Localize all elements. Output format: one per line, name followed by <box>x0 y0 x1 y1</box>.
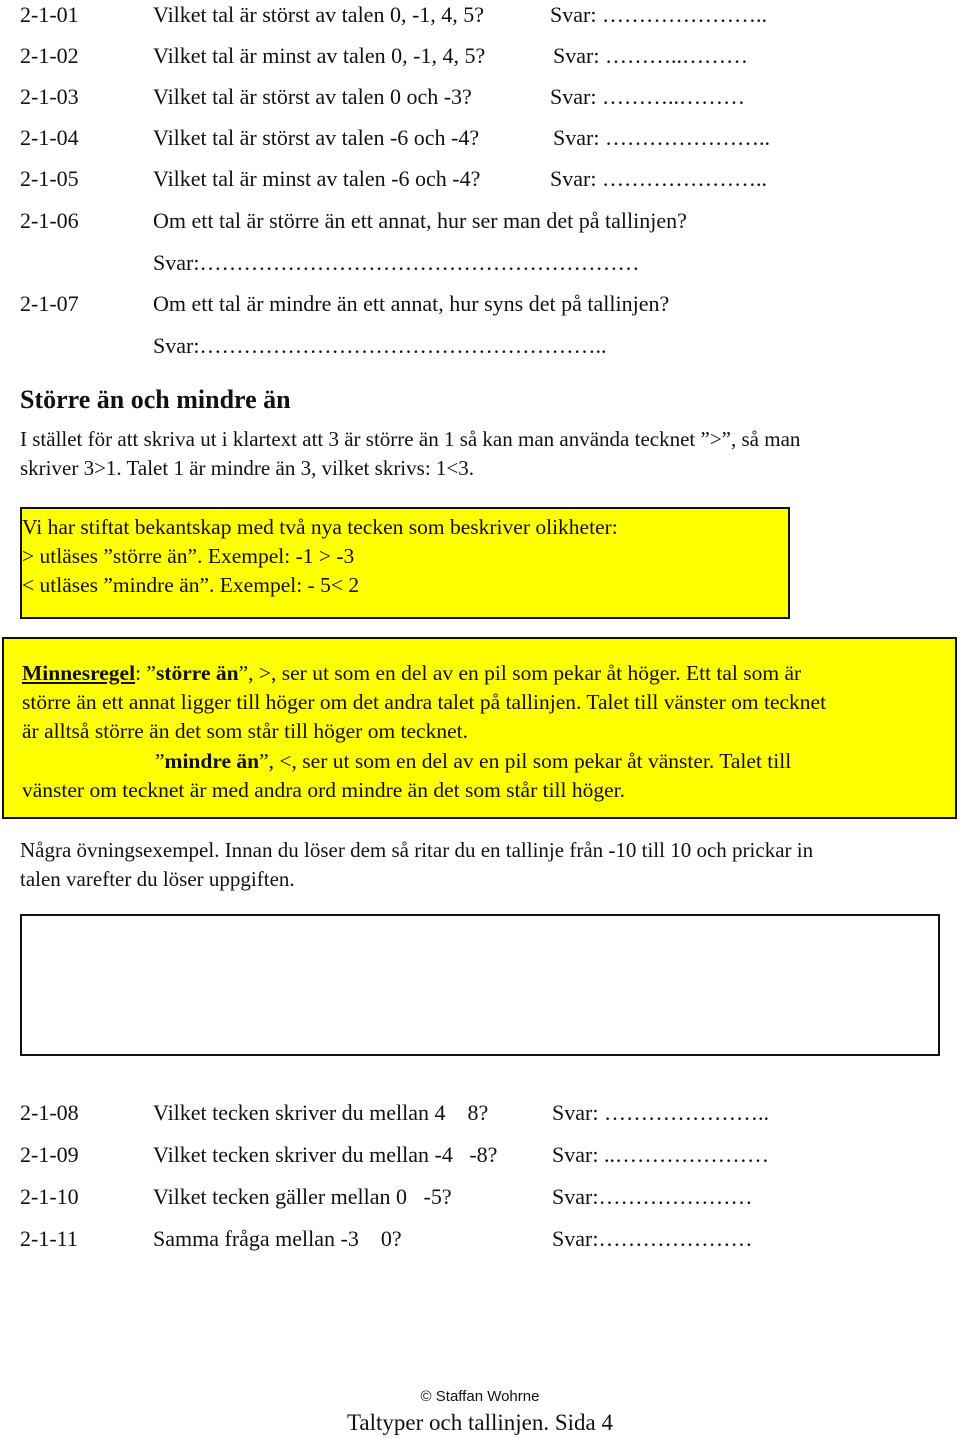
question-number: 2-1-01 <box>20 2 79 27</box>
definition-box <box>20 507 790 619</box>
question-number: 2-1-09 <box>20 1142 79 1167</box>
text-fragment: : ” <box>135 661 156 685</box>
question-text: Vilket tecken skriver du mellan 4 8? <box>153 1100 489 1125</box>
memory-rule-line-4 <box>155 747 791 776</box>
question-2-1-05 <box>20 164 940 194</box>
question-text: Vilket tal är störst av talen -6 och -4? <box>153 125 480 150</box>
question-number: 2-1-06 <box>20 208 79 233</box>
footer-page-title: Taltyper och tallinjen. Sida 4 <box>346 1410 614 1435</box>
question-number: 2-1-05 <box>20 166 79 191</box>
intro-line-2: skriver 3>1. Talet 1 är mindre än 3, vilket skrivs: 1<3. <box>20 456 474 480</box>
text-fragment: ” <box>155 749 165 773</box>
memory-rule-box <box>2 637 957 819</box>
question-number: 2-1-10 <box>20 1184 79 1209</box>
footer-copyright: © Staffan Wohrne <box>420 1388 540 1405</box>
question-number: 2-1-07 <box>20 291 79 316</box>
definition-line-2: > utläses ”större än”. Exempel: -1 > -3 <box>22 544 355 568</box>
exercise-intro-line-2: talen varefter du löser uppgiften. <box>20 867 295 891</box>
question-text: Vilket tecken gäller mellan 0 -5? <box>153 1184 452 1209</box>
bold-term-smaller: mindre än <box>164 749 260 773</box>
question-2-1-11 <box>20 1224 940 1254</box>
section-heading: Större än och mindre än <box>20 385 291 414</box>
text-fragment: ”, >, ser ut som en del av en pil som pekar åt höger. Ett tal som är <box>238 661 802 685</box>
question-text: Vilket tal är störst av talen 0, -1, 4, 5? <box>153 2 485 27</box>
definition-line-1: Vi har stiftat bekantskap med två nya tecken som beskriver olikheter: <box>22 515 618 539</box>
answer-line[interactable]: Svar:………………… <box>552 1184 753 1209</box>
answer-line-2-1-06[interactable]: Svar:…………………………………………………… <box>153 250 640 275</box>
answer-line[interactable]: Svar:………………… <box>552 1226 753 1251</box>
question-2-1-09 <box>20 1140 940 1170</box>
question-number: 2-1-08 <box>20 1100 79 1125</box>
memory-rule-line-2: större än ett annat ligger till höger om det andra talet på tallinjen. Talet till vänster om tecknet <box>22 690 827 714</box>
memory-rule-line-3: är alltså större än det som står till höger om tecknet. <box>22 719 468 743</box>
memory-rule-label: Minnesregel <box>22 661 136 685</box>
bold-term-larger: större än <box>155 661 239 685</box>
question-number: 2-1-02 <box>20 43 79 68</box>
question-text: Vilket tal är minst av talen 0, -1, 4, 5? <box>153 43 486 68</box>
question-text: Vilket tecken skriver du mellan -4 -8? <box>153 1142 498 1167</box>
question-2-1-06 <box>20 206 940 236</box>
question-text: Om ett tal är större än ett annat, hur ser man det på tallinjen? <box>153 208 687 233</box>
question-number: 2-1-04 <box>20 125 79 150</box>
answer-line-2-1-07[interactable]: Svar:……………………………………………….. <box>153 333 607 358</box>
question-2-1-03 <box>20 82 940 112</box>
question-text: Om ett tal är mindre än ett annat, hur syns det på tallinjen? <box>153 291 670 316</box>
question-2-1-01 <box>20 0 940 30</box>
question-2-1-04 <box>20 123 940 153</box>
memory-rule-line-5: vänster om tecknet är med andra ord mindre än det som står till höger. <box>22 778 626 802</box>
question-text: Vilket tal är störst av talen 0 och -3? <box>153 84 472 109</box>
answer-line[interactable]: Svar: ………………….. <box>553 125 770 150</box>
text-fragment: ”, <, ser ut som en del av en pil som pekar åt vänster. Talet till <box>259 749 792 773</box>
memory-rule-line-1 <box>22 659 801 688</box>
question-number: 2-1-11 <box>20 1226 78 1251</box>
question-2-1-10 <box>20 1182 940 1212</box>
answer-line[interactable]: Svar: ………..……… <box>550 84 745 109</box>
intro-line-1: I stället för att skriva ut i klartext att 3 är större än 1 så kan man använda tecknet ”>”, så man <box>20 427 801 451</box>
question-2-1-02 <box>20 41 940 71</box>
question-number: 2-1-03 <box>20 84 79 109</box>
answer-line[interactable]: Svar: ………..……… <box>553 43 748 68</box>
definition-line-3: < utläses ”mindre än”. Exempel: - 5< 2 <box>22 573 360 597</box>
answer-line[interactable]: Svar: ..………………… <box>552 1142 769 1167</box>
question-2-1-07 <box>20 289 940 319</box>
number-line-drawing-box[interactable] <box>20 914 940 1056</box>
exercise-intro-line-1: Några övningsexempel. Innan du löser dem så ritar du en tallinje från -10 till 10 och prickar in <box>20 838 814 862</box>
answer-line[interactable]: Svar: ………………….. <box>550 2 767 27</box>
answer-line[interactable]: Svar: ………………….. <box>550 166 767 191</box>
question-text: Samma fråga mellan -3 0? <box>153 1226 402 1251</box>
answer-line[interactable]: Svar: ………………….. <box>552 1100 769 1125</box>
question-2-1-08 <box>20 1098 940 1128</box>
question-text: Vilket tal är minst av talen -6 och -4? <box>153 166 481 191</box>
